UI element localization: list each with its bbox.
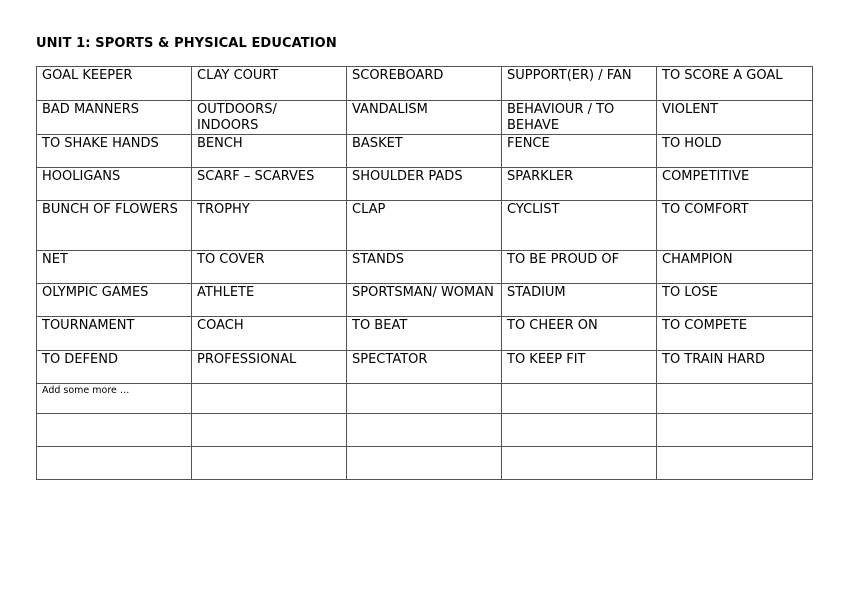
table-cell	[192, 384, 347, 414]
table-cell	[347, 414, 502, 447]
add-more-note: Add some more …	[37, 384, 192, 414]
table-cell: BUNCH OF FLOWERS	[37, 201, 192, 251]
table-cell: TO COMFORT	[657, 201, 813, 251]
table-cell: STADIUM	[502, 284, 657, 317]
table-cell	[37, 447, 192, 480]
table-cell: CLAY COURT	[192, 67, 347, 101]
table-cell: ATHLETE	[192, 284, 347, 317]
table-cell: OLYMPIC GAMES	[37, 284, 192, 317]
table-cell: TO CHEER ON	[502, 317, 657, 351]
table-cell	[347, 384, 502, 414]
table-cell: SPECTATOR	[347, 351, 502, 384]
table-row	[37, 317, 813, 351]
table-cell: BASKET	[347, 135, 502, 168]
table-row	[37, 447, 813, 480]
table-row	[37, 284, 813, 317]
table-cell: SHOULDER PADS	[347, 168, 502, 201]
table-cell: FENCE	[502, 135, 657, 168]
table-cell: COMPETITIVE	[657, 168, 813, 201]
table-cell: TO SHAKE HANDS	[37, 135, 192, 168]
table-row	[37, 168, 813, 201]
table-cell: SCOREBOARD	[347, 67, 502, 101]
table-cell	[37, 414, 192, 447]
table-cell	[347, 447, 502, 480]
table-cell: OUTDOORS/ INDOORS	[192, 101, 347, 135]
table-cell: VIOLENT	[657, 101, 813, 135]
table-cell: TO BE PROUD OF	[502, 251, 657, 284]
table-cell: GOAL KEEPER	[37, 67, 192, 101]
table-cell: BEHAVIOUR / TO BEHAVE	[502, 101, 657, 135]
table-row	[37, 67, 813, 101]
table-cell: COACH	[192, 317, 347, 351]
table-cell: CHAMPION	[657, 251, 813, 284]
table-cell: TO DEFEND	[37, 351, 192, 384]
table-cell: SPORTSMAN/ WOMAN	[347, 284, 502, 317]
table-cell: TO KEEP FIT	[502, 351, 657, 384]
table-row	[37, 201, 813, 251]
table-cell: NET	[37, 251, 192, 284]
table-cell: BAD MANNERS	[37, 101, 192, 135]
table-cell: CLAP	[347, 201, 502, 251]
page-title: UNIT 1: SPORTS & PHYSICAL EDUCATION	[36, 36, 337, 51]
table-row	[37, 351, 813, 384]
table-cell: TO HOLD	[657, 135, 813, 168]
table-cell	[502, 447, 657, 480]
table-cell: CYCLIST	[502, 201, 657, 251]
table-cell	[502, 384, 657, 414]
table-cell	[657, 414, 813, 447]
table-cell	[192, 447, 347, 480]
table-cell: TO SCORE A GOAL	[657, 67, 813, 101]
table-row	[37, 414, 813, 447]
table-cell: PROFESSIONAL	[192, 351, 347, 384]
table-row	[37, 135, 813, 168]
table-cell: TO COVER	[192, 251, 347, 284]
table-cell: TO BEAT	[347, 317, 502, 351]
table-cell: HOOLIGANS	[37, 168, 192, 201]
table-cell: BENCH	[192, 135, 347, 168]
table-cell: TROPHY	[192, 201, 347, 251]
table-cell	[657, 447, 813, 480]
table-cell: TOURNAMENT	[37, 317, 192, 351]
table-cell: TO COMPETE	[657, 317, 813, 351]
table-cell: SCARF – SCARVES	[192, 168, 347, 201]
vocabulary-table	[36, 66, 813, 480]
table-cell: TO LOSE	[657, 284, 813, 317]
table-row	[37, 384, 813, 414]
table-cell	[657, 384, 813, 414]
table-cell	[502, 414, 657, 447]
table-row	[37, 101, 813, 135]
table-cell: TO TRAIN HARD	[657, 351, 813, 384]
table-cell: SUPPORT(ER) / FAN	[502, 67, 657, 101]
table-cell: SPARKLER	[502, 168, 657, 201]
table-cell	[192, 414, 347, 447]
table-row	[37, 251, 813, 284]
table-cell: VANDALISM	[347, 101, 502, 135]
table-cell: STANDS	[347, 251, 502, 284]
